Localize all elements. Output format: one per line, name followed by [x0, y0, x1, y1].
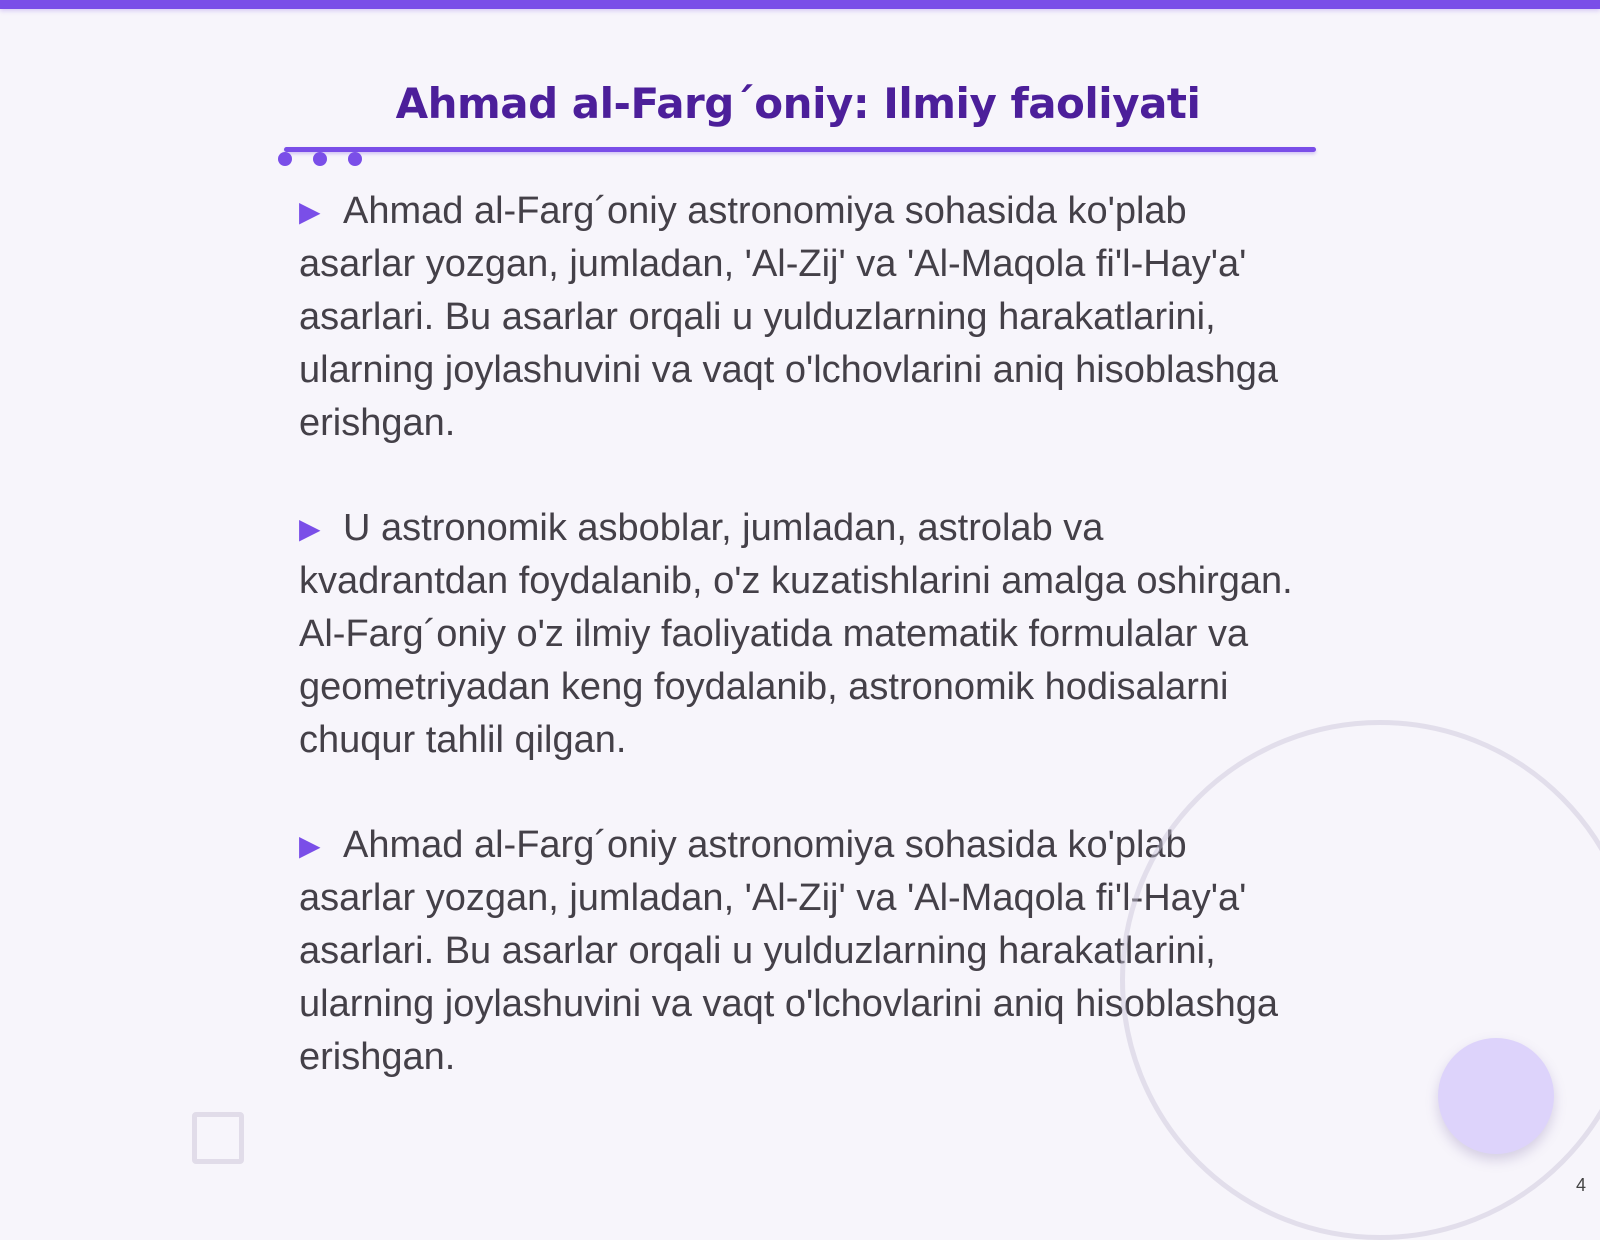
bullet-text: U astronomik asboblar, jumladan, astrolab va kvadrantdan foydalanib, o'z kuzatishlarini amalga oshirgan. Al-Farg´oniy o'z ilmiy faoliyatida matematik formulalar va geometriyadan keng foydalanib, astronomik hodisalarni chuqur tahlil qilgan.: [299, 507, 1293, 761]
decorative-square: [192, 1112, 244, 1164]
decorative-circle: [1438, 1038, 1554, 1154]
triangle-right-icon: ▶: [299, 513, 321, 544]
underline-dot: [278, 152, 292, 166]
underline-dot: [348, 152, 362, 166]
title-underline: [284, 147, 1316, 152]
triangle-right-icon: ▶: [299, 196, 321, 227]
bullet-text: Ahmad al-Farg´oniy astronomiya sohasida ko'plab asarlar yozgan, jumladan, 'Al-Zij' va 'Al-Maqola fi'l-Hay'a' asarlari. Bu asarlar orqali u yulduzlarning harakatlarini, ularning joylashuvini va vaqt o'lchovlarini aniq hisoblashga erishgan.: [299, 824, 1278, 1078]
triangle-right-icon: ▶: [299, 830, 321, 861]
slide-title: Ahmad al-Farg´oniy: Ilmiy faoliyati: [395, 79, 1201, 128]
page-number: 4: [1575, 1175, 1586, 1195]
top-accent-bar: [0, 0, 1600, 9]
bullet-item: [299, 185, 1309, 450]
bullet-item: [299, 502, 1309, 767]
underline-dot: [313, 152, 327, 166]
bullet-text: Ahmad al-Farg´oniy astronomiya sohasida ko'plab asarlar yozgan, jumladan, 'Al-Zij' va 'Al-Maqola fi'l-Hay'a' asarlari. Bu asarlar orqali u yulduzlarning harakatlarini, ularning joylashuvini va vaqt o'lchovlarini aniq hisoblashga erishgan.: [299, 190, 1278, 444]
